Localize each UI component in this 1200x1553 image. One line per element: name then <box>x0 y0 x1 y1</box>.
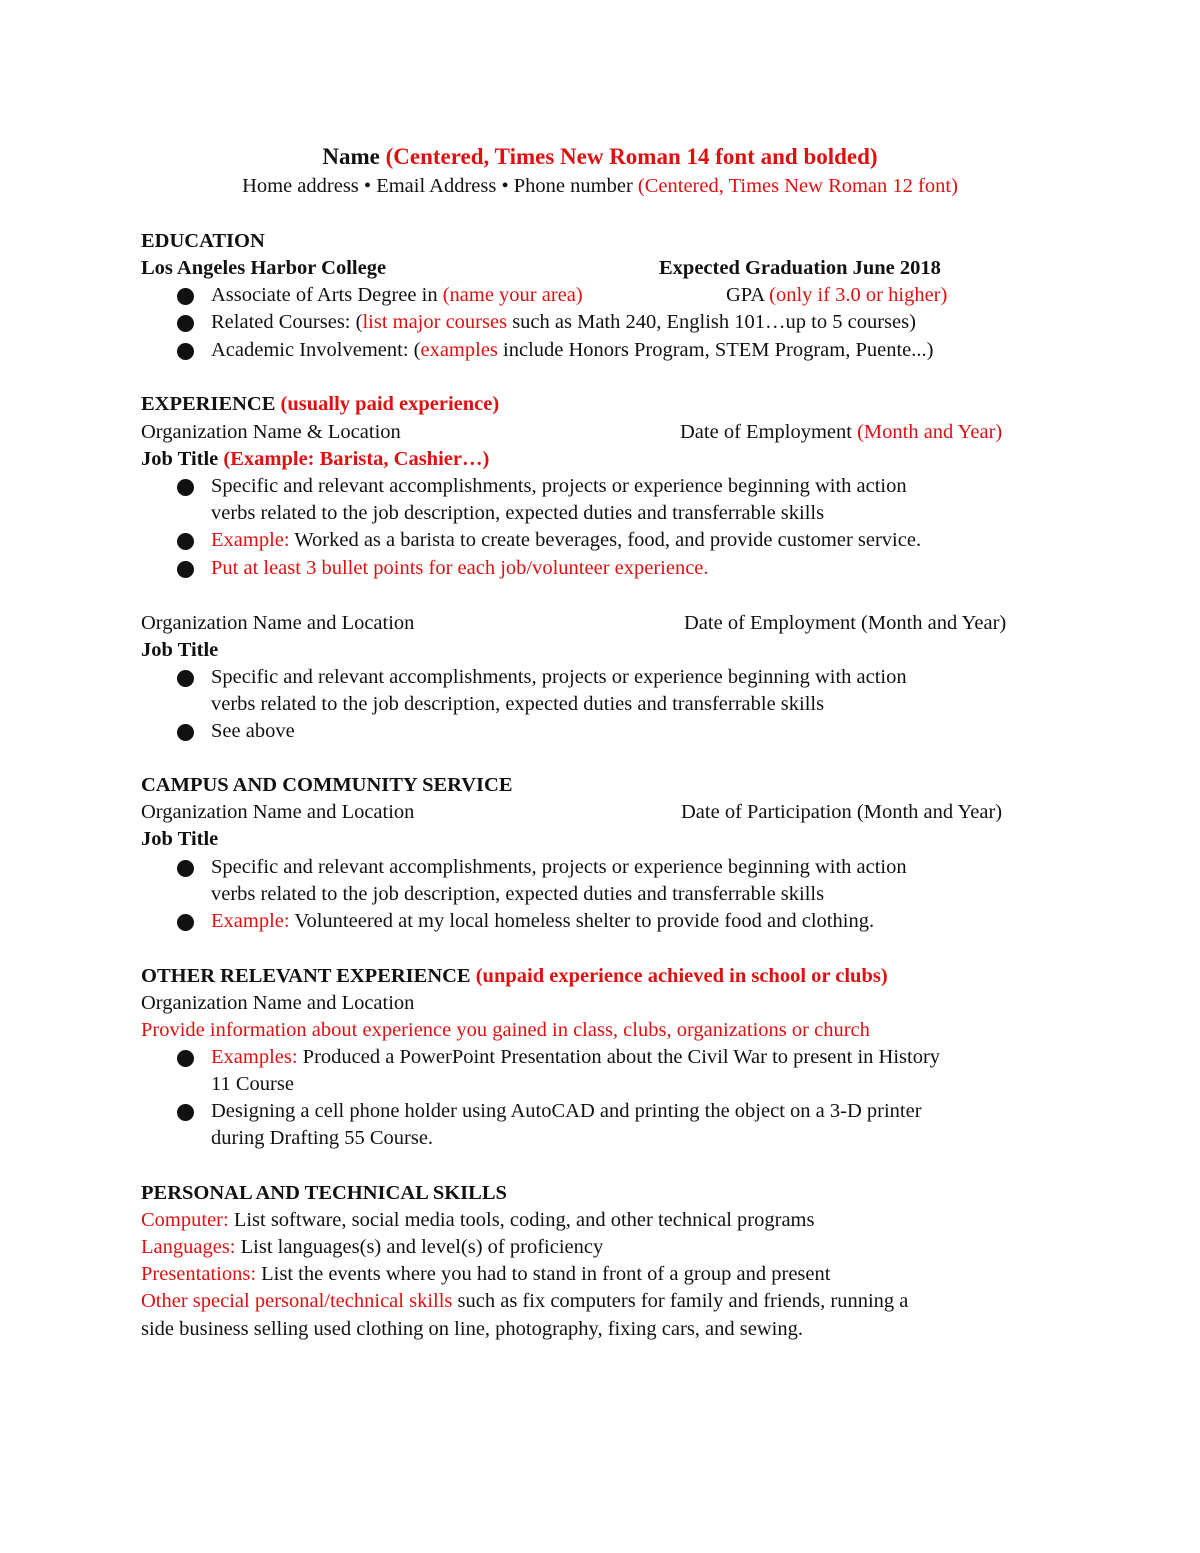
skills-languages <box>141 1234 1061 1261</box>
skills-heading: PERSONAL AND TECHNICAL SKILLS <box>141 1182 507 1204</box>
bullet-icon <box>177 527 199 549</box>
resume-name-note: (Centered, Times New Roman 14 font and bolded) <box>385 144 878 169</box>
bullet-icon <box>177 718 199 740</box>
bullet-icon <box>177 1098 199 1120</box>
other-info: Provide information about experience you gained in class, clubs, organizations or church <box>141 1019 870 1041</box>
other-heading-text: OTHER RELEVANT EXPERIENCE <box>141 965 471 987</box>
involvement-note: examples <box>420 339 498 361</box>
job2-date: Date of Employment (Month and Year) <box>684 612 1007 634</box>
other-skills-label: Other special personal/technical skills <box>141 1290 453 1312</box>
other-org: Organization Name and Location <box>141 992 415 1014</box>
degree-note: (name your area) <box>442 284 583 306</box>
bullet-icon <box>177 908 199 930</box>
education-involvement <box>211 337 1061 364</box>
other-bullet1-line2: 11 Course <box>211 1073 294 1095</box>
job2-title: Job Title <box>141 639 219 661</box>
other-heading <box>141 963 1061 990</box>
campus-title: Job Title <box>141 828 219 850</box>
other-bullet1 <box>211 1044 1061 1071</box>
gpa-label: GPA <box>726 284 764 306</box>
job1-example-text: Worked as a barista to create beverages, food, and provide customer service. <box>289 529 922 551</box>
job1-org: Organization Name & Location <box>141 421 401 443</box>
computer-text: List software, social media tools, coding, and other technical programs <box>228 1209 815 1231</box>
presentations-label: Presentations: <box>141 1263 257 1285</box>
education-graduation: Expected Graduation June 2018 <box>659 257 941 279</box>
presentations-text: List the events where you had to stand in front of a group and present <box>256 1263 831 1285</box>
campus-example-label: Example: <box>211 910 290 932</box>
job1-bullet3: Put at least 3 bullet points for each job/volunteer experience. <box>211 557 709 579</box>
other-bullet2-line2: during Drafting 55 Course. <box>211 1127 434 1149</box>
experience-heading-note: (usually paid experience) <box>280 393 500 415</box>
bullet-icon <box>177 473 199 495</box>
courses-suffix: such as Math 240, English 101…up to 5 courses) <box>507 311 916 333</box>
job1-bullet1-line2: verbs related to the job description, expected duties and transferrable skills <box>211 502 825 524</box>
other-bullet2-line1: Designing a cell phone holder using AutoCAD and printing the object on a 3-D printer <box>211 1100 922 1122</box>
job1-title-note: (Example: Barista, Cashier…) <box>223 448 490 470</box>
bullet-icon <box>177 309 199 331</box>
job1-bullet1-line1: Specific and relevant accomplishments, projects or experience beginning with action <box>211 475 907 497</box>
resume-name-line <box>0 143 1200 170</box>
contact-note: (Centered, Times New Roman 12 font) <box>637 175 958 197</box>
education-school: Los Angeles Harbor College <box>141 257 387 279</box>
languages-text: List languages(s) and level(s) of proficiency <box>235 1236 604 1258</box>
involvement-prefix: Academic Involvement: ( <box>211 339 421 361</box>
bullet-icon <box>177 337 199 359</box>
campus-org: Organization Name and Location <box>141 801 415 823</box>
bullet-icon <box>177 664 199 686</box>
involvement-suffix: include Honors Program, STEM Program, Puente...) <box>497 339 934 361</box>
education-heading: EDUCATION <box>141 230 265 252</box>
other-skills-text: such as fix computers for family and friends, running a <box>452 1290 909 1312</box>
experience-heading <box>141 391 1061 418</box>
job2-org: Organization Name and Location <box>141 612 415 634</box>
other-heading-note: (unpaid experience achieved in school or clubs) <box>475 965 888 987</box>
job2-bullet2: See above <box>211 720 295 742</box>
job1-date-note: (Month and Year) <box>857 421 1003 443</box>
education-courses <box>211 309 1061 336</box>
skills-computer <box>141 1207 1061 1234</box>
other-examples-text: Produced a PowerPoint Presentation about the Civil War to present in History <box>297 1046 941 1068</box>
contact-line <box>0 173 1200 200</box>
job1-date-text: Date of Employment <box>680 421 852 443</box>
campus-heading: CAMPUS AND COMMUNITY SERVICE <box>141 774 513 796</box>
computer-label: Computer: <box>141 1209 229 1231</box>
bullet-icon <box>177 555 199 577</box>
contact-info: Home address • Email Address • Phone number <box>242 175 633 197</box>
resume-name: Name <box>322 144 380 169</box>
courses-note: list major courses <box>362 311 508 333</box>
skills-other-line2: side business selling used clothing on line, photography, fixing cars, and sewing. <box>141 1318 803 1340</box>
experience-heading-text: EXPERIENCE <box>141 393 276 415</box>
job1-example-label: Example: <box>211 529 290 551</box>
job2-bullet1-line2: verbs related to the job description, expected duties and transferrable skills <box>211 693 825 715</box>
job1-date <box>680 419 1002 446</box>
campus-bullet2 <box>211 908 1061 935</box>
bullet-icon <box>177 282 199 304</box>
job1-title <box>141 446 1061 473</box>
languages-label: Languages: <box>141 1236 236 1258</box>
gpa-note: (only if 3.0 or higher) <box>769 284 948 306</box>
campus-date: Date of Participation (Month and Year) <box>681 801 1003 823</box>
bullet-icon <box>177 854 199 876</box>
job1-title-text: Job Title <box>141 448 219 470</box>
degree-prefix: Associate of Arts Degree in <box>211 284 438 306</box>
campus-example-text: Volunteered at my local homeless shelter to provide food and clothing. <box>289 910 875 932</box>
courses-prefix: Related Courses: ( <box>211 311 363 333</box>
bullet-icon <box>177 1044 199 1066</box>
other-examples-label: Examples: <box>211 1046 298 1068</box>
job1-bullet2 <box>211 527 1061 554</box>
campus-bullet1-line2: verbs related to the job description, expected duties and transferrable skills <box>211 883 825 905</box>
skills-other <box>141 1288 1061 1315</box>
skills-presentations <box>141 1261 1061 1288</box>
job2-bullet1-line1: Specific and relevant accomplishments, projects or experience beginning with action <box>211 666 907 688</box>
education-gpa <box>726 282 947 309</box>
campus-bullet1-line1: Specific and relevant accomplishments, projects or experience beginning with action <box>211 856 907 878</box>
